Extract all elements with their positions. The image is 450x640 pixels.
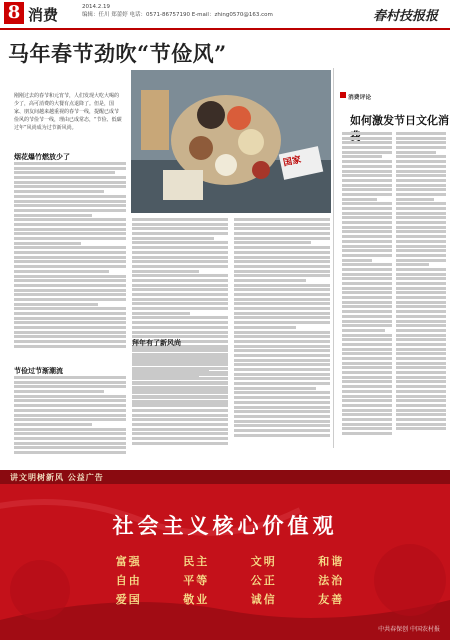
body-text-col1b (14, 376, 126, 462)
editor-line: 编辑：任川 郑蕾婷 电话：0571-86757190 E-mail：zhing0570@163.com (82, 12, 273, 18)
banner-strip-text: 讲文明树新风 公益广告 (10, 473, 104, 482)
newspaper-name: 春村技报报 (372, 9, 438, 24)
banner-title: 社会主义核心价值观 (112, 513, 338, 538)
issue-date: 2014.2.19 (82, 4, 110, 10)
article-photo (131, 70, 331, 213)
value-item: 富强 (115, 555, 142, 568)
page-number: 8 (4, 2, 24, 24)
value-item: 法治 (318, 574, 345, 587)
commentary-tag: 消费评论 (348, 95, 372, 101)
value-item: 自由 (115, 574, 142, 587)
photo-illustration (131, 70, 331, 213)
header-rule (0, 28, 450, 30)
value-item: 诚信 (250, 593, 277, 606)
value-item: 和谐 (318, 555, 345, 568)
value-item: 民主 (183, 555, 210, 568)
subhead-fireworks: 烟花爆竹燃放少了 (14, 152, 70, 161)
article-headline: 马年春节劲吹“节俭风” (8, 41, 227, 66)
values-grid (95, 553, 365, 607)
header-meta (82, 3, 273, 19)
photo-sign: 国家 (282, 155, 303, 169)
commentary-col2 (396, 132, 446, 462)
commentary-marker (340, 92, 346, 98)
body-text-col3 (234, 218, 330, 458)
article-lead: 刚刚过去的春节和元宵节，人们发现大吃大喝的少了，高可消费的大餐有点退降了。但是，国家、朋友间越来越重视的春节一线，提醒已成节俭风的节俭节一线，理由已成常态，“节俭、低碳过年”风尚成为过节新风尚。 (14, 93, 122, 131)
column-divider (333, 68, 334, 448)
value-item: 平等 (183, 574, 210, 587)
value-item: 敬业 (183, 593, 210, 606)
commentary-col1 (342, 132, 392, 462)
value-item: 公正 (250, 574, 277, 587)
value-item: 爱国 (115, 593, 142, 606)
banner-credit: 中共春保创 中国农村报 (378, 626, 440, 633)
value-item: 友善 (318, 593, 345, 606)
body-text-col2b (132, 348, 228, 458)
value-item: 文明 (250, 555, 277, 568)
subhead-greeting: 拜年有了新风尚 (132, 338, 181, 347)
section-title: 消费 (28, 6, 59, 24)
body-text-col1 (14, 162, 126, 362)
commentary-headline: 如何激发节日文化消 (350, 114, 449, 127)
subhead-thrift: 节俭过节渐潮流 (14, 366, 63, 375)
